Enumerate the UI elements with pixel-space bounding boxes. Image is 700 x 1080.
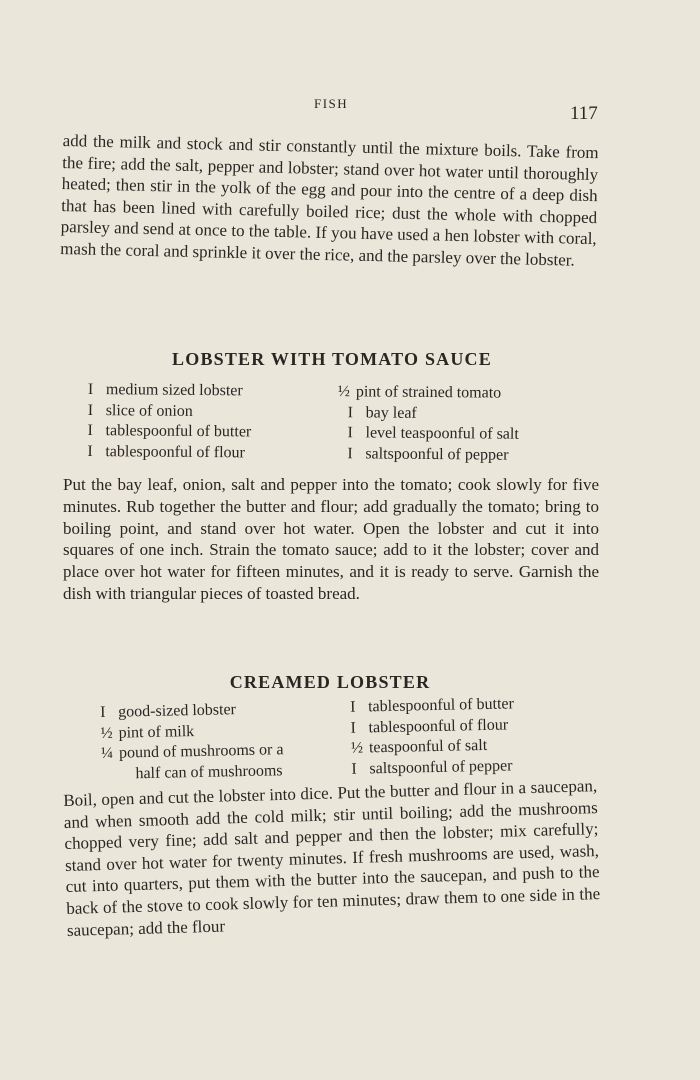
continued-paragraph: add the milk and stock and stir constantly until the mixture boils. Take from the fire; add the salt, pepper and lobster; stand over hot water until thoroughly heated; then stir in the yolk of the egg and pour into the centre of a deep dish that has been lined with carefully boiled rice; dust the whole with chopped parsley and send at once to the table. If you have used a hen lobster with coral, mash the coral and sprinkle it over the rice, and the parsley over the lobster. xyxy=(60,130,599,270)
ingredient-column-right xyxy=(337,382,519,466)
ingredient-continuation: half can of mushrooms xyxy=(135,761,283,782)
ingredient-column-left xyxy=(87,380,251,463)
recipe-title-lobster-tomato-sauce: LOBSTER WITH TOMATO SAUCE xyxy=(172,349,492,369)
running-head: FISH xyxy=(314,96,349,111)
ingredient-column-right xyxy=(350,694,515,779)
ingredient-list-lobster-tomato-sauce xyxy=(87,380,568,464)
ingredient: I saltspoonful of pepper xyxy=(351,756,513,778)
ingredient: ¼ pound of mushrooms or a xyxy=(100,741,284,762)
ingredient: ½ teaspoonful of salt xyxy=(350,736,488,757)
ingredient: I tablespoonful of butter xyxy=(349,695,515,716)
ingredient: I medium sized lobster xyxy=(87,380,243,400)
ingredient: I saltspoonful of pepper xyxy=(347,444,509,464)
recipe-title-creamed-lobster: CREAMED LOBSTER xyxy=(229,672,431,692)
ingredient: ½ pint of strained tomato xyxy=(337,383,502,402)
ingredient: I level teaspoonful of salt xyxy=(347,424,519,443)
ingredient: ½ pint of milk xyxy=(100,722,195,742)
recipe-method-lobster-tomato-sauce: Put the bay leaf, onion, salt and pepper into the tomato; cook slowly for five minutes. Rub together the butter and flour; add gradually the tomato; bring to boiling point, and stand over hot water. Open the lobster and cut it into squares of one inch. Strain the tomato sauce; add to it the lobster; cover and place over hot water for fifteen minutes, and it is ready to serve. Garnish the dish with triangular pieces of toasted bread. xyxy=(63,475,599,603)
ingredient: I tablespoonful of butter xyxy=(87,421,252,441)
recipe-method-creamed-lobster: Boil, open and cut the lobster into dice. Put the butter and flour in a saucepan, and when smooth add the cold milk; stir until boiling; add the mushrooms chopped very fine; add salt and pepper and then the lobster; mix carefully; stand over hot water for twenty minutes. If fresh mushrooms are used, wash, cut into quarters, put them with the butter into the saucepan, and push to the back of the stove to cook slowly for ten minutes; draw them to one side in the saucepan; add the flour xyxy=(63,776,601,940)
page-number: 117 xyxy=(570,103,598,124)
ingredient: I tablespoonful of flour xyxy=(350,715,509,737)
ingredient-list-creamed-lobster xyxy=(100,693,580,782)
ingredient: I slice of onion xyxy=(87,401,193,420)
ingredient: I bay leaf xyxy=(347,403,417,422)
ingredient-column-left xyxy=(100,699,284,785)
ingredient: I tablespoonful of flour xyxy=(87,442,245,461)
ingredient: I good-sized lobster xyxy=(100,701,237,721)
